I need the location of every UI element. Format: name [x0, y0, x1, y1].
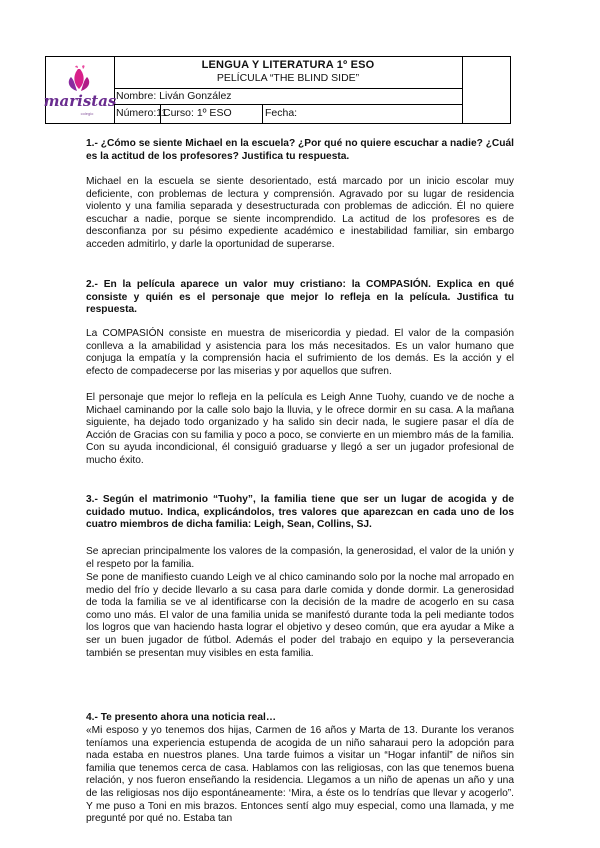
date-field: Fecha:: [265, 107, 298, 119]
question-1: 1.- ¿Cómo se siente Michael en la escuela? ¿Por qué no quiere escuchar a nadie? ¿Cuál es la actitud de los profesores? Justifica tu respuesta.: [86, 138, 514, 162]
maristas-logo: [43, 61, 117, 119]
title-cell: [114, 57, 462, 89]
news-text: «Mi esposo y yo tenemos dos hijas, Carmen de 16 años y Marta de 13. Durante los veranos teníamos una experiencia estupenda de acogida de un niño saharaui pero la adopción para nada estaba en nuestros planes. Una tarde fuimos a visitar un “Hogar infantil” de niños sin familia que tenemos cerca de casa. Hablamos con las religiosas, con las que tenemos buena relación, y nos fueron enseñando la residencia. Llegamos a un niño de apenas un año y una de las religiosas nos dijo espontáneamente: ‘Mira, a éste os lo tendrías que llevar y acogerlo”. Y me puso a Toni en mis brazos. Entonces sentí algo muy especial, como una llamada, y me pregunté por qué no. Estaba tan: [86, 725, 514, 825]
answer-3-paragraph-1: Se aprecian principalmente los valores de la compasión, la generosidad, el valor de la unión y el respeto por la familia.: [86, 546, 514, 570]
grade-cell: [462, 57, 511, 123]
answer-2-paragraph-2: El personaje que mejor lo refleja en la película es Leigh Anne Tuohy, cuando ve de noche a Michael caminando por la calle solo bajo la lluvia, y le ofrece dormir en su casa. A la mañana siguiente, ha dejado todo organizado y ha salido sin decir nada, le sugiere pasar el día de Acción de Gracias con su familia y poco a poco, se convierte en un miembro más de la familia. Con su ayuda incondicional, él consiguió graduarse y llegó a ser un jugador profesional de mucho éxito.: [86, 392, 514, 466]
course-field: Curso: 1º ESO: [161, 105, 263, 123]
logo-cell: [43, 57, 117, 123]
logo-tagline: colegio: [80, 111, 94, 116]
page-title: LENGUA Y LITERATURA 1º ESO: [201, 59, 375, 71]
question-3: 3.- Según el matrimonio “Tuohy”, la familia tiene que ser un lugar de acogida y de cuidado mutuo. Indica, explicándolos, tres valores que aparezcan en cada uno de los cuatro miembros de dicha familia: Leigh, Sean, Collins, SJ.: [86, 494, 514, 530]
flower-icon: [69, 65, 89, 91]
question-4: 4.- Te presento ahora una noticia real…: [86, 712, 277, 723]
answer-3-paragraph-2: Se pone de manifiesto cuando Leigh ve al chico caminando solo por la noche mal arropado en medio del frío y decide llevarlo a su casa para darle comida y donde dormir. La generosidad de toda la familia se ve al identificarse con la decisión de la madre de acogerlo en su casa como uno más. El valor de una familia unida se manifestó durante toda la peli mediante todos los logros que van haciendo hasta lograr el objetivo y deseo común, que era ayudar a Mike a ser un buen jugador de fútbol. Además el poder del trabajo en equipo y la perseverancia también se presentan muy visibles en esta familia.: [86, 572, 514, 659]
logo-wordmark: maristas: [43, 92, 117, 110]
number-field: Número:11: [114, 105, 161, 123]
page-subtitle: PELÍCULA “THE BLIND SIDE”: [216, 72, 360, 84]
question-2: 2.- En la película aparece un valor muy cristiano: la COMPASIÓN. Explica en qué consiste y quién es el personaje que mejor lo refleja en la película. Justifica tu respuesta.: [86, 279, 514, 315]
header-table: [45, 56, 511, 124]
answer-1: Michael en la escuela se siente desorientado, está marcado por un inicio escolar muy deficiente, con problemas de lectura y comprensión. Agravado por su lugar de residencia violento y una familia separada y desestructurada con problemas de adicción. Él no quiere escuchar a nadie, porque se siente incomprendido. La actitud de los profesores es de desconfianza por su pésimo expediente académico e inestabilidad familiar, sin embargo acceden admitirlo, y darle la oportunidad de superarse.: [86, 176, 514, 250]
info-row: [114, 105, 462, 123]
name-field: Nombre: Liván González: [114, 88, 462, 105]
answer-2-paragraph-1: La COMPASIÓN consiste en muestra de misericordia y piedad. El valor de la compasión conlleva a la amabilidad y asistencia para los más necesitados. Es un valor humano que conjuga la empatía y la comprensión hacia el sufrimiento de los demás. Es la acción y el efecto de compadecerse por las miserias y por aquellos que sufren.: [86, 328, 514, 377]
